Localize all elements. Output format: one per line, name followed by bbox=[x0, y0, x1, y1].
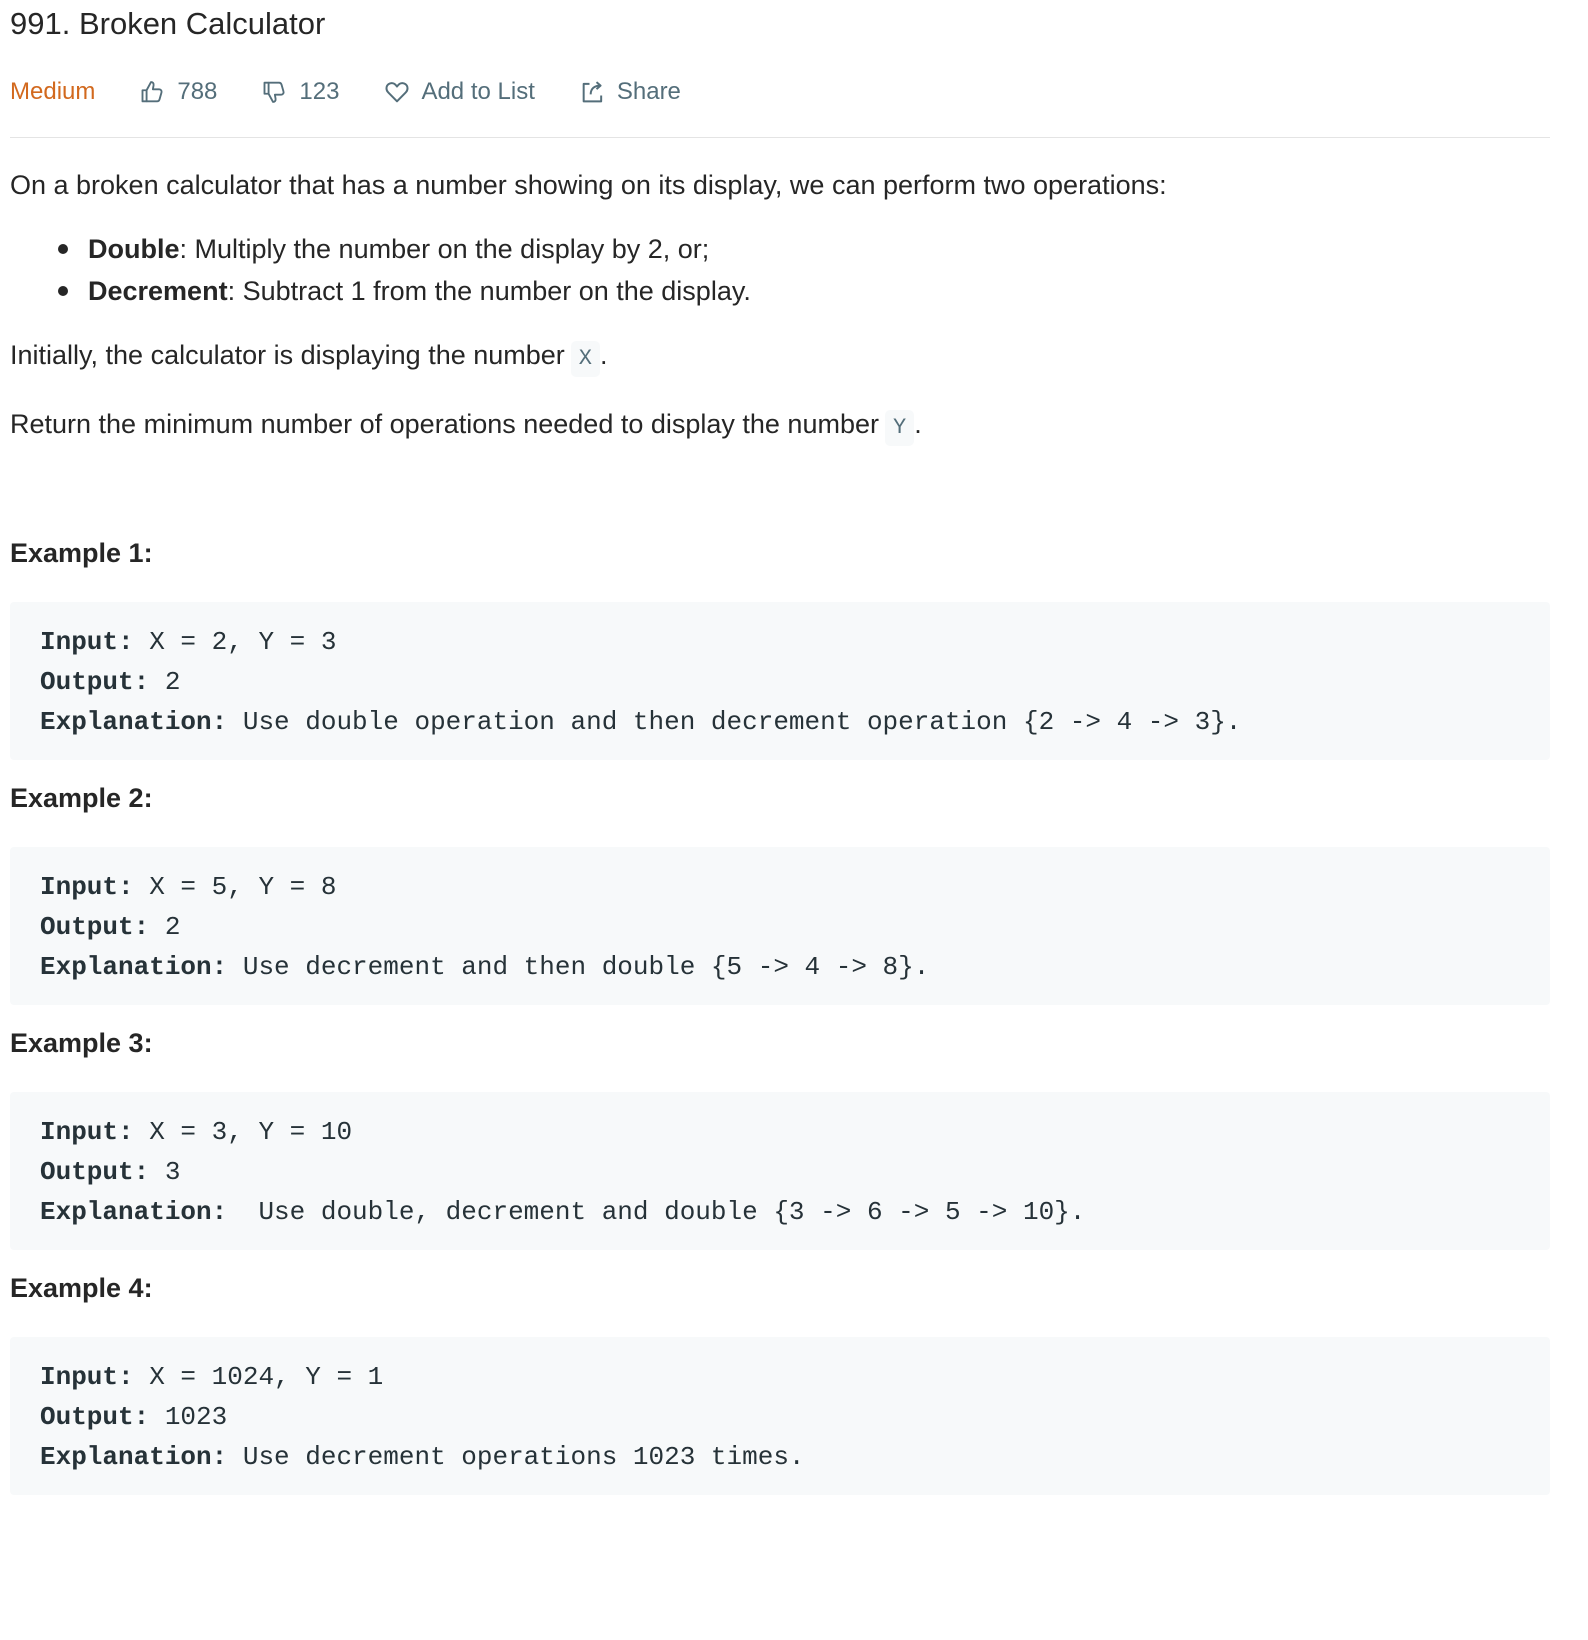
inline-code-x: X bbox=[571, 341, 600, 377]
example-input-line bbox=[40, 1357, 1550, 1397]
like-button[interactable] bbox=[139, 78, 217, 106]
output-value: 2 bbox=[149, 912, 181, 942]
input-label: Input: bbox=[40, 1362, 134, 1392]
operations-list bbox=[10, 228, 1550, 312]
output-value: 1023 bbox=[149, 1402, 228, 1432]
add-to-list-button[interactable] bbox=[383, 78, 534, 106]
initial-suffix: . bbox=[599, 340, 608, 370]
example-input-line bbox=[40, 867, 1550, 907]
share-button[interactable] bbox=[579, 78, 681, 106]
example-explanation-line bbox=[40, 1192, 1550, 1232]
share-label: Share bbox=[616, 78, 681, 105]
bullet-icon bbox=[58, 286, 68, 296]
inline-code-y: Y bbox=[885, 410, 914, 446]
list-item bbox=[88, 228, 1550, 270]
input-label: Input: bbox=[40, 872, 134, 902]
output-label: Output: bbox=[40, 1157, 150, 1187]
difficulty-badge: Medium bbox=[10, 78, 96, 105]
thumbs-down-icon bbox=[261, 78, 289, 106]
description-return bbox=[10, 403, 1550, 446]
return-text: Return the minimum number of operations needed to display the number bbox=[10, 409, 879, 439]
dislike-button[interactable] bbox=[261, 78, 339, 106]
explanation-value: Use double operation and then decrement operation {2 -> 4 -> 3}. bbox=[227, 707, 1242, 737]
problem-title: 991. Broken Calculator bbox=[10, 6, 326, 41]
header-divider bbox=[10, 137, 1550, 138]
input-value: X = 1024, Y = 1 bbox=[133, 1362, 384, 1392]
input-value: X = 3, Y = 10 bbox=[133, 1117, 353, 1147]
example-title: Example 4: bbox=[10, 1273, 153, 1303]
example-explanation-line bbox=[40, 1437, 1550, 1477]
example-title: Example 1: bbox=[10, 538, 153, 568]
dislike-count: 123 bbox=[299, 78, 340, 105]
example-explanation-line bbox=[40, 702, 1550, 742]
output-label: Output: bbox=[40, 667, 150, 697]
explanation-value: Use decrement and then double {5 -> 4 -> 8}. bbox=[227, 952, 930, 982]
example-code-block bbox=[10, 1092, 1550, 1250]
explanation-label: Explanation: bbox=[40, 1442, 228, 1472]
list-item bbox=[88, 270, 1550, 312]
example-explanation-line bbox=[40, 947, 1550, 987]
share-icon bbox=[579, 78, 607, 106]
example-output-line bbox=[40, 907, 1550, 947]
description-initial bbox=[10, 334, 1550, 377]
input-label: Input: bbox=[40, 1117, 134, 1147]
operation-text: : Multiply the number on the display by 2, or; bbox=[179, 234, 710, 264]
heart-icon bbox=[383, 78, 411, 106]
output-label: Output: bbox=[40, 1402, 150, 1432]
output-label: Output: bbox=[40, 912, 150, 942]
operation-text: : Subtract 1 from the number on the display. bbox=[227, 276, 751, 306]
problem-description bbox=[10, 164, 1550, 446]
thumbs-up-icon bbox=[139, 78, 167, 106]
example-input-line bbox=[40, 622, 1550, 662]
example-input-line bbox=[40, 1112, 1550, 1152]
output-value: 2 bbox=[149, 667, 181, 697]
example-output-line bbox=[40, 662, 1550, 702]
bullet-icon bbox=[58, 244, 68, 254]
problem-meta-bar bbox=[10, 68, 725, 116]
input-value: X = 5, Y = 8 bbox=[133, 872, 337, 902]
return-suffix: . bbox=[914, 409, 922, 439]
operation-name: Double bbox=[88, 234, 180, 264]
example-output-line bbox=[40, 1152, 1550, 1192]
example-output-line bbox=[40, 1397, 1550, 1437]
input-value: X = 2, Y = 3 bbox=[133, 627, 337, 657]
explanation-label: Explanation: bbox=[40, 707, 228, 737]
input-label: Input: bbox=[40, 627, 134, 657]
explanation-value: Use decrement operations 1023 times. bbox=[227, 1442, 805, 1472]
example-code-block bbox=[10, 1337, 1550, 1495]
operation-name: Decrement bbox=[88, 276, 228, 306]
explanation-value: Use double, decrement and double {3 -> 6 -> 5 -> 10}. bbox=[227, 1197, 1086, 1227]
example-code-block bbox=[10, 847, 1550, 1005]
like-count: 788 bbox=[177, 78, 218, 105]
example-title: Example 3: bbox=[10, 1028, 153, 1058]
add-to-list-label: Add to List bbox=[421, 78, 535, 105]
description-intro: On a broken calculator that has a number showing on its display, we can perform two operations: bbox=[10, 170, 1167, 200]
initial-text: Initially, the calculator is displaying the number bbox=[10, 340, 565, 370]
output-value: 3 bbox=[149, 1157, 181, 1187]
explanation-label: Explanation: bbox=[40, 1197, 228, 1227]
explanation-label: Explanation: bbox=[40, 952, 228, 982]
example-title: Example 2: bbox=[10, 783, 153, 813]
example-code-block bbox=[10, 602, 1550, 760]
